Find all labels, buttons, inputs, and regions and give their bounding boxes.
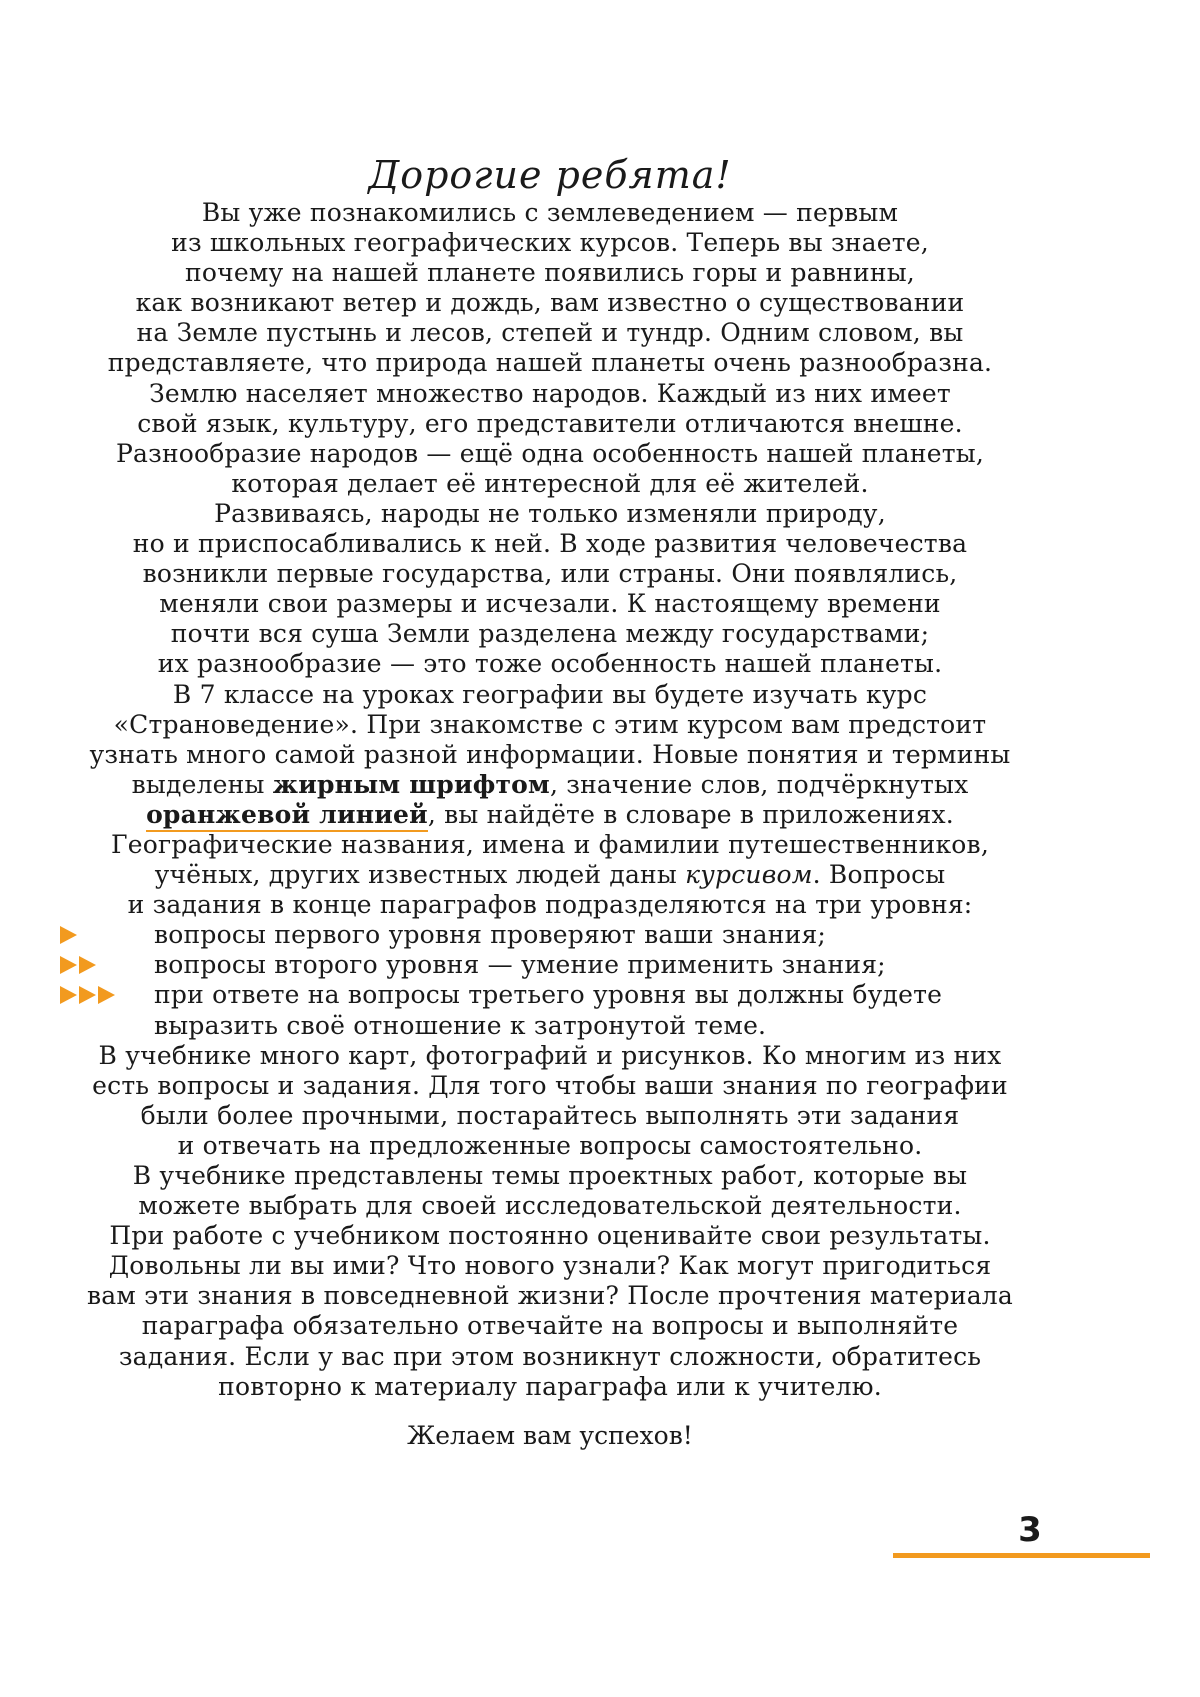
text-line: представляете, что природа нашей планеты очень разнообразна. [107,348,993,378]
text-line: параграфа обязательно отвечайте на вопросы и выполняйте [141,1311,959,1341]
text-line: свой язык, культуру, его представители отличаются внешне. [137,408,963,438]
text-line: почти вся суша Земли разделена между государствами; [170,619,930,649]
level-1-text: вопросы первого уровня проверяют ваши знания; [154,920,827,950]
text-line: их разнообразие — это тоже особенность нашей планеты. [157,649,943,679]
level-1-item [40,920,1060,950]
closing-paragraphs [40,1041,1060,1402]
text-line: Вы уже познакомились с землеведением — первым [201,198,899,227]
text-line: В 7 классе на уроках географии вы будете изучать курс [172,679,928,709]
orange-triangle-icon [79,956,96,974]
text-line: В учебнике много карт, фотографий и рисунков. Ко многим из них [98,1040,1002,1070]
text-line: вам эти знания в повседневной жизни? После прочтения материала [86,1281,1013,1311]
text-line: возникли первые государства, или страны. Они появлялись, [142,559,958,589]
orange-underlined-term: оранжевой линией [146,800,428,832]
text-line: которая делает её интересной для её жителей. [231,468,869,498]
text-line: «Страноведение». При знакомстве с этим курсом вам предстоит [113,709,987,739]
text-line: на Земле пустынь и лесов, степей и тундр. Одним словом, вы [136,318,964,348]
text-fragment: выделены [131,769,273,799]
bold-term: жирным шрифтом [272,769,550,799]
closing-wish: Желаем вам успехов! [407,1421,693,1450]
level-3-item [40,980,1060,1040]
italic-term: курсивом [685,860,813,890]
text-line: были более прочными, постарайтесь выполнять эти задания [140,1100,960,1130]
text-line: и отвечать на предложенные вопросы самостоятельно. [177,1130,923,1160]
text-line: задания. Если у вас при этом возникнут сложности, обратитесь [118,1341,982,1371]
text-line: Довольны ли вы ими? Что нового узнали? Как могут пригодиться [108,1251,992,1281]
level-2-text: вопросы второго уровня — умение применить знания; [154,950,886,980]
text-line: Развиваясь, народы не только изменяли природу, [214,498,886,528]
text-line: В учебнике представлены темы проектных работ, которые вы [132,1161,968,1190]
text-line: узнать много самой разной информации. Новые понятия и термины [89,739,1011,769]
orange-triangle-icon [60,986,77,1004]
text-line: Географические названия, имена и фамилии путешественников, [111,829,989,859]
page-number: 3 [1018,1510,1042,1550]
text-fragment: учёных, других известных людей даны [154,860,686,890]
text-line: повторно к материалу параграфа или к учителю. [218,1371,882,1401]
italic-line [40,860,1060,890]
text-fragment: . Вопросы [812,860,946,890]
level-2-marker [60,950,96,980]
page-title: Дорогие ребята! [368,153,732,197]
level-3-text: при ответе на вопросы третьего уровня вы должны будете [154,980,943,1010]
text-line: Землю населяет множество народов. Каждый из них имеет [149,378,951,408]
level-3-continuation: выразить своё отношение к затронутой теме. [154,1010,767,1040]
level-3-marker [60,980,115,1010]
main-text [40,198,1060,1402]
orange-triangle-icon [98,986,115,1004]
orange-triangle-icon [79,986,96,1004]
text-line: меняли свои размеры и исчезали. К настоящему времени [159,589,941,619]
terms-line-bold [40,770,1060,800]
text-line: из школьных географических курсов. Теперь вы знаете, [171,228,929,258]
page-number-rule [893,1553,1150,1558]
text-fragment: , значение слов, подчёркнутых [549,769,969,799]
level-2-item [40,950,1060,980]
levels-intro: и задания в конце параграфов подразделяются на три уровня: [127,890,973,920]
text-line: При работе с учебником постоянно оценивайте свои результаты. [109,1221,991,1251]
intro-paragraphs [40,198,1060,770]
terms-line-underline [40,800,1060,830]
text-fragment: , вы найдёте в словаре в приложениях. [427,799,954,829]
text-line: Разнообразие народов — ещё одна особенность нашей планеты, [115,438,984,468]
text-line: как возникают ветер и дождь, вам известно о существовании [135,288,965,318]
orange-triangle-icon [60,956,77,974]
text-line: но и приспосабливались к ней. В ходе развития человечества [132,529,968,559]
text-line: можете выбрать для своей исследовательской деятельности. [138,1191,962,1221]
text-line: есть вопросы и задания. Для того чтобы ваши знания по географии [92,1070,1008,1100]
orange-triangle-icon [60,926,77,944]
text-line: почему на нашей планете появились горы и равнины, [185,258,915,288]
level-1-marker [60,920,77,950]
